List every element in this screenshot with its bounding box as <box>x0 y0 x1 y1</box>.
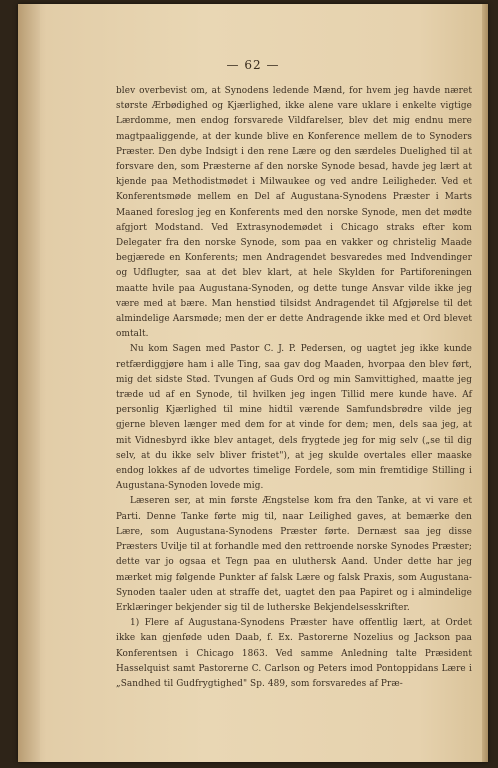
page-edge <box>482 4 488 762</box>
page-gutter <box>18 4 40 762</box>
body-text <box>116 84 472 692</box>
paragraph-3: Læseren ser, at min første Ængstelse kom fra den Tanke, at vi vare et Parti. Denne Tanke førte mig til, naar Leilighed gaves, at bemærke den Lære, som Augustana-Synodens Præster førte. Dernæst saa jeg disse Præsters Uvilje til at forhandle med den rettroende norske Synodes Præster; dette var jo ogsaa et Tegn paa en uluthersk Aand. Under dette har jeg mærket mig følgende Punkter af falsk Lære og falsk Praxis, som Augustana-Synoden taaler uden at straffe det, uagtet den paa Papiret og i almindelige Erklæringer bekjender sig til de lutherske Bekjendelsesskrifter. <box>116 496 472 613</box>
paragraph-2: Nu kom Sagen med Pastor C. J. P. Pedersen, og uagtet jeg ikke kunde retfærdiggjøre ham i alle Ting, saa gav dog Maaden, hvorpaa den blev ført, mig det sidste Stød. Tvungen af Guds Ord og min Samvittighed, maatte jeg træde ud af en Synode, til hvilken jeg ingen Tillid mere kunde have. Af personlig Kjærlighed til mine hidtil værende Samfundsbrødre vilde jeg gjerne bleven længer med dem for at vinde for dem; men, dels saa jeg, at mit Vidnesbyrd ikke blev antaget, dels frygtede jeg for mig selv („se til dig selv, at du ikke selv bliver fristet"), at jeg skulde overtales eller maaske endog lokkes af de udvortes timelige Fordele, som min fremtidige Stilling i Augustana-Synoden lovede mig. <box>116 344 472 492</box>
page-number: — 62 — <box>226 58 280 72</box>
book-page <box>18 4 488 762</box>
paragraph-4: 1) Flere af Augustana-Synodens Præster have offentlig lært, at Ordet ikke kan gjenføde uden Daab, f. Ex. Pastorerne Nozelius og Jackson paa Konferentsen i Chicago 1863. Ved samme Anledning talte Præsident Hasselquist samt Pastorerne C. Carlson og Peters imod Pontoppidans Lære i „Sandhed til Gudfrygtighed" Sp. 489, som forsvaredes af Præ- <box>116 618 472 689</box>
paragraph-1: blev overbevist om, at Synodens ledende Mænd, for hvem jeg havde næret største Ærbødighed og Kjærlighed, ikke alene vare uklare i enkelte vigtige Lærdomme, men endog forsvarede Vildfarelser, blev det mig endnu mere magtpaaliggende, at der kunde blive en Konference mellem de to Synoders Præster. Den dybe Indsigt i den rene Lære og den særdeles Duelighed til at forsvare den, som Præsterne af den norske Synode besad, havde jeg lært at kjende paa Methodistmødet i Milwaukee og ved andre Leiligheder. Ved et Konferentsmøde mellem en Del af Augustana-Synodens Præster i Marts Maaned foreslog jeg en Konferents med den norske Synode, men det mødte afgjort Modstand. Ved Extrasynodemødet i Chicago straks efter kom Delegater fra den norske Synode, som paa en vakker og christelig Maade begjærede en Konferents; men Andragendet besvaredes med Indvendinger og Udflugter, saa at det blev klart, at hele Skylden for Partiforeningen maatte hvile paa Augustana-Synoden, og dette tunge Ansvar vilde ikke jeg være med at bære. Man henstiød tilsidst Andragendet til Afgjørelse til det almindelige Aarsmøde; men der er dette Andragende ikke med et Ord blevet omtalt. <box>116 86 472 340</box>
